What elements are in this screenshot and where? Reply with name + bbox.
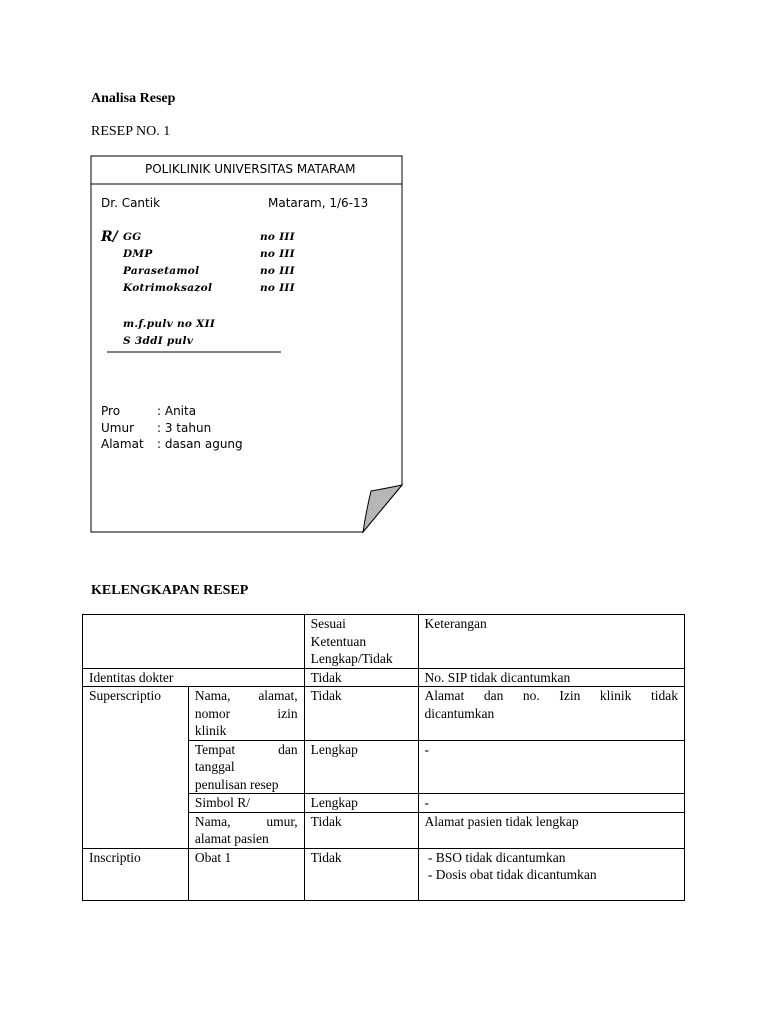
- superscriptio-note-1: [418, 687, 684, 741]
- superscriptio-note-3: -: [418, 794, 684, 813]
- table-header-row: [83, 615, 685, 669]
- kelengkapan-table: [82, 614, 685, 901]
- text-word: nomor: [194, 705, 231, 721]
- superscriptio-item-3: Simbol R/: [188, 794, 304, 813]
- text-word: Izin: [559, 688, 581, 703]
- identitas-label: Identitas dokter: [83, 668, 305, 687]
- text-line: penulisan resep: [194, 776, 279, 792]
- text-line: tanggal: [194, 759, 235, 774]
- header-status-line: Lengkap/Tidak: [310, 651, 393, 666]
- identitas-note: No. SIP tidak dicantumkan: [418, 668, 684, 687]
- pro-value: : Anita: [157, 404, 197, 418]
- header-status-line: Sesuai: [310, 616, 346, 631]
- drug-qty-4: no III: [260, 282, 295, 294]
- superscriptio-status-1: Tidak: [304, 687, 418, 741]
- instruction-signa: S 3ddI pulv: [123, 335, 194, 347]
- drug-name-3: Parasetamol: [123, 265, 200, 277]
- text-word: Nama,: [194, 813, 231, 829]
- superscriptio-item-2: [188, 740, 304, 794]
- doctor-name: Dr. Cantik: [101, 196, 161, 210]
- clinic-name: POLIKLINIK UNIVERSITAS MATARAM: [145, 162, 356, 176]
- text-word: dan: [278, 741, 298, 757]
- resep-number: RESEP NO. 1: [91, 124, 171, 139]
- text-word: Nama,: [194, 688, 231, 703]
- alamat-value: : dasan agung: [157, 437, 243, 451]
- inscriptio-status: Tidak: [304, 848, 418, 900]
- alamat-label: Alamat: [101, 437, 144, 451]
- drug-name-2: DMP: [123, 248, 153, 260]
- superscriptio-status-3: Lengkap: [304, 794, 418, 813]
- superscriptio-note-4: Alamat pasien tidak lengkap: [418, 812, 684, 848]
- text-word: dan: [483, 688, 504, 703]
- text-word: umur,: [266, 813, 298, 829]
- table-row: [83, 848, 685, 900]
- text-line: dicantumkan: [424, 705, 495, 721]
- inscriptio-item: Obat 1: [188, 848, 304, 900]
- header-note-cell: Keterangan: [418, 615, 684, 669]
- superscriptio-item-1: [188, 687, 304, 741]
- umur-label: Umur: [101, 421, 135, 435]
- text-line: - Dosis obat tidak dicantumkan: [424, 867, 597, 882]
- text-word: no.: [522, 688, 540, 703]
- superscriptio-status-4: Tidak: [304, 812, 418, 848]
- page-heading: Analisa Resep: [91, 91, 176, 106]
- text-word: tidak: [650, 688, 678, 703]
- drug-name-1: GG: [123, 231, 142, 243]
- header-status-line: Ketentuan: [310, 633, 367, 649]
- pro-label: Pro: [101, 404, 121, 418]
- text-word: Alamat: [424, 688, 465, 703]
- text-word: izin: [277, 705, 298, 721]
- inscriptio-label: Inscriptio: [83, 848, 189, 900]
- drug-qty-1: no III: [260, 231, 295, 243]
- superscriptio-note-2: -: [418, 740, 684, 794]
- superscriptio-item-4: [188, 812, 304, 848]
- inscriptio-note: [418, 848, 684, 900]
- drug-qty-3: no III: [260, 265, 295, 277]
- identitas-status: Tidak: [304, 668, 418, 687]
- header-status-cell: [304, 615, 418, 669]
- table-row: [83, 668, 685, 687]
- text-line: klinik: [194, 723, 227, 738]
- place-date: Mataram, 1/6-13: [268, 196, 369, 210]
- superscriptio-status-2: Lengkap: [304, 740, 418, 794]
- drug-qty-2: no III: [260, 248, 295, 260]
- table-row: [83, 687, 685, 741]
- drug-name-4: Kotrimoksazol: [123, 282, 213, 294]
- text-word: Tempat: [194, 741, 236, 757]
- header-empty-cell: [83, 615, 305, 669]
- superscriptio-label: Superscriptio: [83, 687, 189, 849]
- text-word: klinik: [599, 688, 632, 703]
- r-symbol: R/: [101, 229, 118, 245]
- instruction-mf: m.f.pulv no XII: [123, 318, 216, 330]
- text-word: alamat,: [258, 688, 298, 703]
- text-line: alamat pasien: [194, 831, 269, 846]
- section-title: KELENGKAPAN RESEP: [91, 583, 249, 598]
- umur-value: : 3 tahun: [157, 421, 212, 435]
- text-line: - BSO tidak dicantumkan: [424, 849, 566, 865]
